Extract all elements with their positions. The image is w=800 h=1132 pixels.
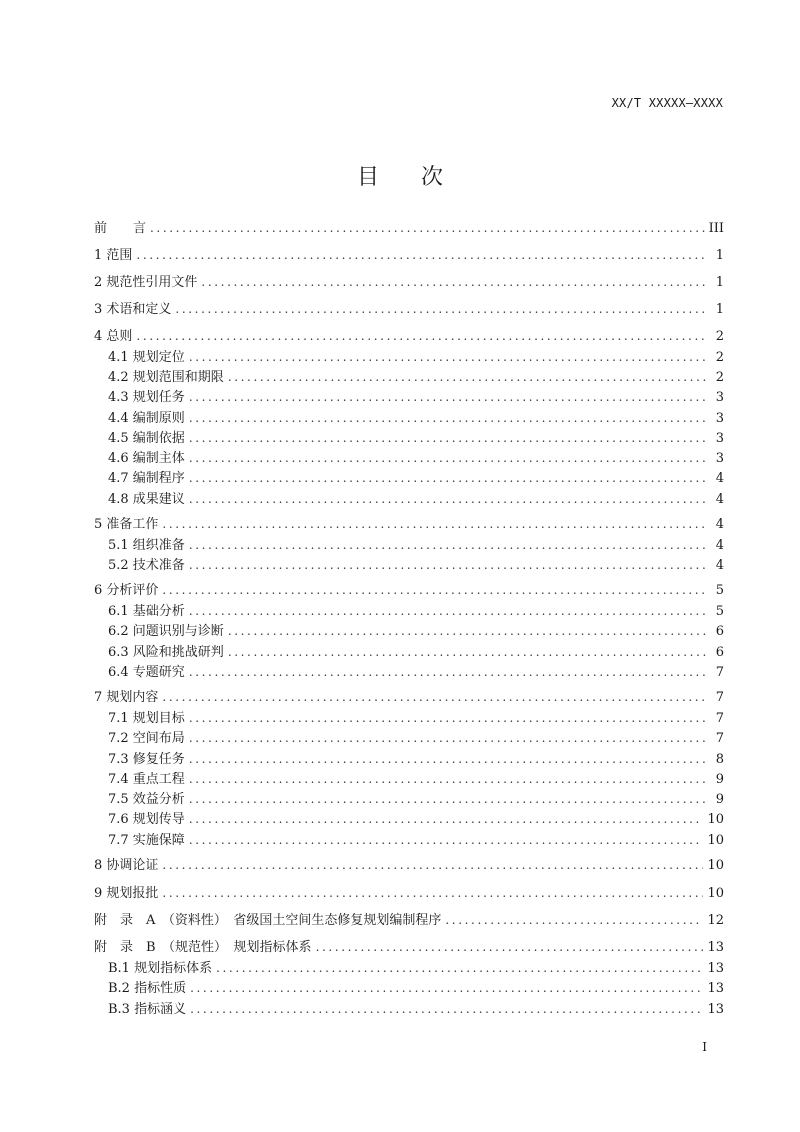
toc-entry-label: 7.1 规划目标 (108, 711, 185, 726)
toc-entry-page: 9 (715, 772, 724, 787)
toc-entry-page: 7 (715, 665, 724, 680)
toc-entry-page: 13 (707, 981, 724, 996)
toc-dot-leader (162, 687, 706, 707)
toc-entry-page: 2 (715, 350, 724, 365)
toc-entry-page: 7 (715, 690, 724, 705)
toc-entry-label: 7.7 实施保障 (108, 833, 185, 848)
toc-dot-leader (136, 245, 706, 265)
document-code: XX/T XXXXX—XXXX (611, 96, 723, 110)
toc-entry[interactable] (108, 428, 724, 448)
toc-entry-page: 2 (715, 329, 724, 344)
toc-dot-leader (189, 728, 706, 748)
toc-dot-leader (228, 367, 706, 387)
toc-entry[interactable] (108, 621, 724, 641)
toc-entry-page: 13 (707, 940, 724, 955)
toc-entry-label: 4.2 规划范围和期限 (108, 370, 224, 385)
toc-entry[interactable] (94, 937, 724, 957)
toc-entry-page: 3 (715, 411, 724, 426)
toc-entry-label: 6.1 基础分析 (108, 604, 185, 619)
toc-entry-label: 7.3 修复任务 (108, 752, 185, 767)
toc-dot-leader (162, 855, 703, 875)
toc-entry[interactable] (94, 910, 724, 930)
toc-dot-leader (189, 830, 704, 850)
toc-entry-label: 9 规划报批 (94, 886, 159, 901)
toc-entry[interactable] (108, 978, 724, 998)
toc-entry-label: 3 术语和定义 (94, 302, 172, 317)
toc-entry-page: 12 (707, 913, 724, 928)
toc-entry-label: B.3 指标涵义 (108, 1002, 187, 1017)
toc-dot-leader (190, 978, 703, 998)
toc-entry-label: 4 总则 (94, 329, 133, 344)
toc-entry-label: 8 协调论证 (94, 858, 159, 873)
toc-entry-label: 5.2 技术准备 (108, 558, 185, 573)
toc-entry-page: 3 (715, 390, 724, 405)
toc-entry-page: 7 (715, 711, 724, 726)
toc-entry-page: 1 (715, 302, 724, 317)
toc-entry-label: 4.1 规划定位 (108, 350, 185, 365)
toc-dot-leader (150, 218, 705, 238)
toc-entry[interactable] (108, 408, 724, 428)
toc-dot-leader (190, 999, 703, 1019)
toc-entry-page: 1 (715, 275, 724, 290)
toc-dot-leader (162, 514, 706, 534)
toc-entry[interactable] (94, 514, 724, 534)
toc-dot-leader (189, 468, 706, 488)
toc-entry[interactable] (108, 601, 724, 621)
toc-entry-label: B.1 规划指标体系 (108, 961, 213, 976)
toc-entry[interactable] (108, 662, 724, 682)
toc-entry-page: 9 (715, 792, 724, 807)
toc-entry-label: 4.7 编制程序 (108, 471, 185, 486)
toc-entry-page: 4 (715, 538, 724, 553)
toc-entry-page: 3 (715, 451, 724, 466)
toc-entry[interactable] (94, 883, 724, 903)
toc-entry-page: 1 (715, 248, 724, 263)
toc-entry[interactable] (108, 448, 724, 468)
toc-entry-page: 10 (707, 812, 724, 827)
toc-entry[interactable] (108, 999, 724, 1019)
toc-entry[interactable] (108, 728, 724, 748)
toc-entry-page: 6 (715, 624, 724, 639)
toc-entry-page: 13 (707, 1002, 724, 1017)
toc-entry[interactable] (94, 580, 724, 600)
toc-entry[interactable] (108, 958, 724, 978)
toc-entry[interactable] (94, 272, 724, 292)
toc-entry[interactable] (108, 749, 724, 769)
toc-entry-label: B.2 指标性质 (108, 981, 187, 996)
toc-entry[interactable] (108, 555, 724, 575)
toc-dot-leader (189, 809, 704, 829)
toc-entry-label: 7 规划内容 (94, 690, 159, 705)
toc-entry-label: 4.8 成果建议 (108, 492, 185, 507)
toc-entry-page: 4 (715, 471, 724, 486)
toc-dot-leader (189, 708, 706, 728)
toc-entry-label: 附 录 B （规范性） 规划指标体系 (94, 940, 312, 955)
toc-entry-page: 10 (707, 833, 724, 848)
toc-entry-page: 2 (715, 370, 724, 385)
toc-entry-page: 4 (715, 517, 724, 532)
toc-dot-leader (189, 448, 706, 468)
toc-entry[interactable] (108, 347, 724, 367)
toc-entry-page: 5 (715, 604, 724, 619)
toc-dot-leader (445, 910, 703, 930)
title-part-2: 次 (421, 165, 444, 190)
toc-entry[interactable] (94, 687, 724, 707)
toc-entry-label: 4.5 编制依据 (108, 431, 185, 446)
toc-dot-leader (189, 789, 706, 809)
toc-entry-page: 10 (707, 858, 724, 873)
toc-entry-page: 10 (707, 886, 724, 901)
toc-entry[interactable] (108, 489, 724, 509)
toc-entry[interactable] (108, 535, 724, 555)
toc-entry[interactable] (108, 769, 724, 789)
toc-dot-leader (189, 347, 706, 367)
toc-entry-label: 7.2 空间布局 (108, 731, 185, 746)
toc-dot-leader (162, 580, 706, 600)
toc-entry-page: 4 (715, 492, 724, 507)
toc-entry-label: 前 言 (94, 221, 147, 236)
toc-dot-leader (175, 299, 706, 319)
toc-dot-leader (316, 937, 704, 957)
toc-entry-label: 7.6 规划传导 (108, 812, 185, 827)
toc-entry[interactable] (108, 367, 724, 387)
page-number: I (702, 1040, 707, 1054)
toc-entry-label: 6.4 专题研究 (108, 665, 185, 680)
toc-dot-leader (228, 621, 706, 641)
toc-entry[interactable] (94, 218, 724, 238)
toc-dot-leader (201, 272, 706, 292)
toc-entry-label: 附 录 A （资料性） 省级国土空间生态修复规划编制程序 (94, 913, 442, 928)
toc-entry[interactable] (108, 642, 724, 662)
toc-entry-label: 7.4 重点工程 (108, 772, 185, 787)
toc-dot-leader (216, 958, 703, 978)
toc-entry-label: 6.2 问题识别与诊断 (108, 624, 224, 639)
toc-entry-page: III (708, 221, 724, 236)
toc-entry-page: 5 (715, 583, 724, 598)
toc-entry-label: 6 分析评价 (94, 583, 159, 598)
toc-entry[interactable] (108, 789, 724, 809)
toc-entry-label: 4.4 编制原则 (108, 411, 185, 426)
toc-entry[interactable] (94, 245, 724, 265)
toc-entry-page: 3 (715, 431, 724, 446)
toc-entry[interactable] (94, 326, 724, 346)
toc-dot-leader (136, 326, 706, 346)
page-title (0, 160, 800, 191)
toc-dot-leader (189, 535, 706, 555)
toc-entry-label: 4.6 编制主体 (108, 451, 185, 466)
toc-entry-label: 4.3 规划任务 (108, 390, 185, 405)
toc-entry[interactable] (108, 830, 724, 850)
toc-entry-label: 1 范围 (94, 248, 133, 263)
toc-entry[interactable] (94, 299, 724, 319)
toc-dot-leader (189, 749, 706, 769)
toc-entry[interactable] (108, 708, 724, 728)
toc-dot-leader (162, 883, 703, 903)
toc-entry[interactable] (94, 855, 724, 875)
toc-entry-label: 6.3 风险和挑战研判 (108, 645, 224, 660)
toc-entry-label: 7.5 效益分析 (108, 792, 185, 807)
toc-entry-page: 6 (715, 645, 724, 660)
toc-dot-leader (189, 662, 706, 682)
toc-entry-page: 4 (715, 558, 724, 573)
toc-dot-leader (189, 408, 706, 428)
toc-entry-label: 2 规范性引用文件 (94, 275, 198, 290)
toc-entry-label: 5 准备工作 (94, 517, 159, 532)
toc-dot-leader (189, 387, 706, 407)
toc-dot-leader (189, 769, 706, 789)
toc-entry-page: 8 (715, 752, 724, 767)
toc-dot-leader (189, 428, 706, 448)
toc-entry[interactable] (108, 809, 724, 829)
toc-entry-page: 13 (707, 961, 724, 976)
toc-entry[interactable] (108, 468, 724, 488)
toc-entry-page: 7 (715, 731, 724, 746)
title-part-1: 目 (356, 165, 379, 190)
toc-entry[interactable] (108, 387, 724, 407)
toc-dot-leader (189, 489, 706, 509)
toc-dot-leader (189, 601, 706, 621)
toc-dot-leader (189, 555, 706, 575)
toc-dot-leader (228, 642, 706, 662)
toc-entry-label: 5.1 组织准备 (108, 538, 185, 553)
